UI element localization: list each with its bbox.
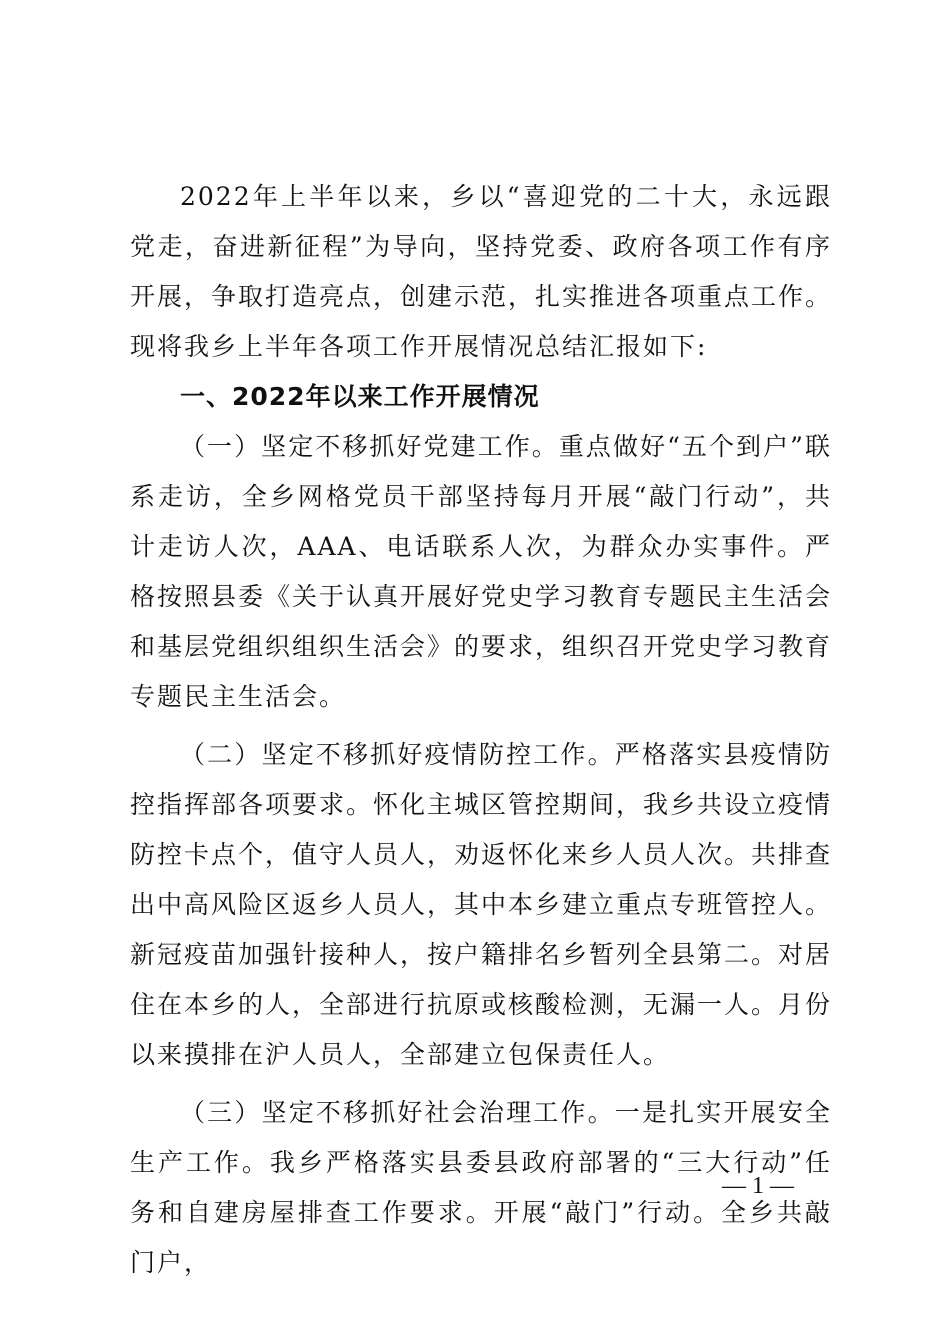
page-number (0, 1173, 950, 1200)
document-body (130, 172, 832, 1288)
page-number-text: — 1 — (722, 1173, 794, 1199)
paragraph-epidemic-control: （二）坚定不移抓好疫情防控工作。严格落实县疫情防控指挥部各项要求。怀化主城区管控期间，我乡共设立疫情防控卡点个，值守人员人，劝返怀化来乡人员人次。共排查出中高风险区返乡人员人，其中本乡建立重点专班管控人。新冠疫苗加强针接种人，按户籍排名乡暂列全县第二。对居住在本乡的人，全部进行抗原或核酸检测，无漏一人。月份以来摸排在沪人员人，全部建立包保责任人。 (130, 740, 833, 1069)
section-heading: 一、2022年以来工作开展情况 (180, 382, 540, 411)
paragraph-social-governance: （三）坚定不移抓好社会治理工作。一是扎实开展安全生产工作。我乡严格落实县委县政府部署的“三大行动”任务和自建房屋排查工作要求。开展“敲门”行动。全乡共敲门户， (130, 1098, 832, 1277)
intro-paragraph: 2022年上半年以来，乡以“喜迎党的二十大，永远跟党走，奋进新征程”为导向，坚持党委、政府各项工作有序开展，争取打造亮点，创建示范，扎实推进各项重点工作。现将我乡上半年各项工作开展情况总结汇报如下: (130, 182, 833, 361)
paragraph-party-building: （一）坚定不移抓好党建工作。重点做好“五个到户”联系走访，全乡网格党员干部坚持每月开展“敲门行动”，共计走访人次，AAA、电话联系人次，为群众办实事件。严格按照县委《关于认真开展好党史学习教育专题民主生活会和基层党组织组织生活会》的要求，组织召开党史学习教育专题民主生活会。 (130, 432, 833, 711)
